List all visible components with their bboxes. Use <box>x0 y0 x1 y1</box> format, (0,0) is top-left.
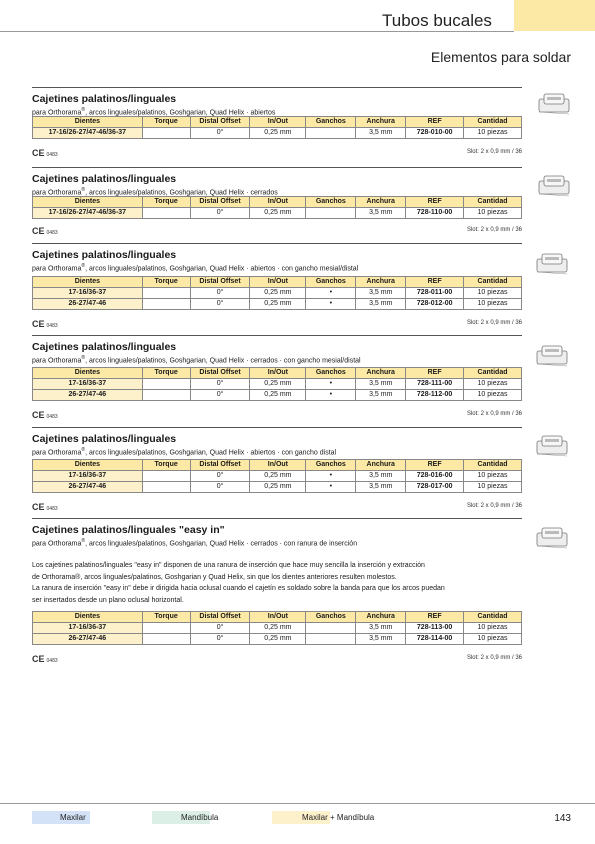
cell-cantidad: 10 piezas <box>464 471 522 482</box>
product-image <box>534 524 570 554</box>
cell-distal-offset: 0° <box>190 471 250 482</box>
slot-spec: Slot: 2 x 0,9 mm / 36 <box>466 149 522 155</box>
column-header-anchura: Anchura <box>356 117 406 128</box>
cell-ref: 728-010-00 <box>406 128 464 139</box>
column-header-in-out: In/Out <box>250 117 306 128</box>
cell-in-out: 0,25 mm <box>250 482 306 493</box>
section-title: Cajetines palatinos/linguales <box>32 173 177 185</box>
cell-anchura: 3,5 mm <box>356 471 406 482</box>
cell-dientes: 26-27/47-46 <box>33 390 143 401</box>
cell-cantidad: 10 piezas <box>464 379 522 390</box>
cell-dientes: 17-16/26-27/47-46/36-37 <box>33 208 143 219</box>
column-header-anchura: Anchura <box>356 460 406 471</box>
column-header-dientes: Dientes <box>33 368 143 379</box>
cell-in-out: 0,25 mm <box>250 288 306 299</box>
section-title: Cajetines palatinos/linguales <box>32 341 177 353</box>
cell-in-out: 0,25 mm <box>250 390 306 401</box>
product-image <box>534 342 570 372</box>
column-header-dientes: Dientes <box>33 117 143 128</box>
table-row <box>33 299 522 310</box>
section-rule <box>32 335 522 336</box>
cell-distal-offset: 0° <box>190 379 250 390</box>
cell-dientes: 17-16/26-27/47-46/36-37 <box>33 128 143 139</box>
cell-distal-offset: 0° <box>190 623 250 634</box>
cell-in-out: 0,25 mm <box>250 299 306 310</box>
column-header-distal-offset: Distal Offset <box>190 277 250 288</box>
section-rule <box>32 427 522 428</box>
section-description: para Orthorama®, arcos linguales/palatinos, Goshgarian, Quad Helix · abiertos <box>32 107 276 117</box>
cell-distal-offset: 0° <box>190 634 250 645</box>
table-header-row <box>33 612 522 623</box>
cell-ganchos: • <box>306 288 356 299</box>
column-header-distal-offset: Distal Offset <box>190 368 250 379</box>
slot-spec: Slot: 2 x 0,9 mm / 36 <box>466 655 522 661</box>
cell-anchura: 3,5 mm <box>356 128 406 139</box>
column-header-cantidad: Cantidad <box>464 460 522 471</box>
column-header-torque: Torque <box>142 117 190 128</box>
cell-in-out: 0,25 mm <box>250 623 306 634</box>
column-header-ganchos: Ganchos <box>306 368 356 379</box>
column-header-ganchos: Ganchos <box>306 612 356 623</box>
ce-mark: CE 0483 <box>32 319 58 329</box>
cell-dientes: 17-16/36-37 <box>33 288 143 299</box>
cell-ganchos: • <box>306 482 356 493</box>
cell-ref: 728-012-00 <box>406 299 464 310</box>
cell-anchura: 3,5 mm <box>356 379 406 390</box>
cell-in-out: 0,25 mm <box>250 128 306 139</box>
cell-distal-offset: 0° <box>190 288 250 299</box>
ce-mark: CE 0483 <box>32 654 58 664</box>
page-title: Tubos bucales <box>382 11 492 30</box>
cell-torque <box>142 471 190 482</box>
cell-ref: 728-112-00 <box>406 390 464 401</box>
cell-torque <box>142 288 190 299</box>
cell-torque <box>142 128 190 139</box>
column-header-dientes: Dientes <box>33 197 143 208</box>
slot-spec: Slot: 2 x 0,9 mm / 36 <box>466 227 522 233</box>
column-header-cantidad: Cantidad <box>464 612 522 623</box>
legend-label-maxilar-mandibula: Maxilar + Mandíbula <box>302 813 375 822</box>
section-rule <box>32 518 522 519</box>
column-header-ganchos: Ganchos <box>306 117 356 128</box>
cell-ref: 728-110-00 <box>406 208 464 219</box>
column-header-cantidad: Cantidad <box>464 277 522 288</box>
cell-anchura: 3,5 mm <box>356 482 406 493</box>
section-paragraph: Los cajetines palatinos/linguales "easy in" disponen de una ranura de inserción que hace muy sencilla la inserción y extracción de Orthorama®, arcos linguales/palatinos, Goshgarian y Quad Helix, sin que los dientes anteriores resulten molestos. La ranura de inserción "easy in" debe ir dirigida hacia oclusal cuando el cajetín es soldado sobre la banda para que los arcos puedan ser insertados desde un plano oclusal horizontal. <box>32 562 445 604</box>
cell-cantidad: 10 piezas <box>464 208 522 219</box>
column-header-cantidad: Cantidad <box>464 197 522 208</box>
product-table <box>32 196 522 219</box>
cell-in-out: 0,25 mm <box>250 379 306 390</box>
section-description: para Orthorama®, arcos linguales/palatinos, Goshgarian, Quad Helix · abiertos · con gancho mesial/distal <box>32 263 359 273</box>
column-header-dientes: Dientes <box>33 277 143 288</box>
section-rule <box>32 243 522 244</box>
column-header-distal-offset: Distal Offset <box>190 117 250 128</box>
column-header-dientes: Dientes <box>33 612 143 623</box>
table-row <box>33 482 522 493</box>
cell-distal-offset: 0° <box>190 128 250 139</box>
ce-mark: CE 0483 <box>32 226 58 236</box>
column-header-anchura: Anchura <box>356 277 406 288</box>
table-header-row <box>33 277 522 288</box>
table-row <box>33 634 522 645</box>
column-header-cantidad: Cantidad <box>464 368 522 379</box>
cell-dientes: 26-27/47-46 <box>33 634 143 645</box>
table-header-row <box>33 460 522 471</box>
footer-rule <box>0 803 595 804</box>
column-header-torque: Torque <box>142 277 190 288</box>
cell-anchura: 3,5 mm <box>356 299 406 310</box>
cell-ref: 728-113-00 <box>406 623 464 634</box>
table-row <box>33 623 522 634</box>
cell-torque <box>142 299 190 310</box>
product-table <box>32 459 522 493</box>
table-row <box>33 379 522 390</box>
ce-mark: CE 0483 <box>32 502 58 512</box>
section-rule <box>32 167 522 168</box>
section-description: para Orthorama®, arcos linguales/palatinos, Goshgarian, Quad Helix · cerrados · con ranura de inserción <box>32 538 358 548</box>
page-subtitle: Elementos para soldar <box>430 49 571 65</box>
cell-distal-offset: 0° <box>190 299 250 310</box>
cell-dientes: 17-16/36-37 <box>33 471 143 482</box>
section-title: Cajetines palatinos/linguales <box>32 433 177 445</box>
cell-ganchos <box>306 128 356 139</box>
column-header-in-out: In/Out <box>250 197 306 208</box>
section-title: Cajetines palatinos/linguales <box>32 249 177 261</box>
cell-ganchos: • <box>306 379 356 390</box>
product-table <box>32 276 522 310</box>
column-header-in-out: In/Out <box>250 277 306 288</box>
column-header-anchura: Anchura <box>356 368 406 379</box>
cell-ref: 728-017-00 <box>406 482 464 493</box>
column-header-torque: Torque <box>142 612 190 623</box>
legend-label-maxilar: Maxilar <box>60 813 86 822</box>
column-header-anchura: Anchura <box>356 197 406 208</box>
column-header-ref: REF <box>406 368 464 379</box>
column-header-cantidad: Cantidad <box>464 117 522 128</box>
cell-cantidad: 10 piezas <box>464 482 522 493</box>
section-description: para Orthorama®, arcos linguales/palatinos, Goshgarian, Quad Helix · cerrados <box>32 187 278 197</box>
cell-distal-offset: 0° <box>190 208 250 219</box>
cell-torque <box>142 634 190 645</box>
product-table <box>32 611 522 645</box>
section-description: para Orthorama®, arcos linguales/palatinos, Goshgarian, Quad Helix · abiertos · con gancho distal <box>32 447 337 457</box>
table-header-row <box>33 197 522 208</box>
column-header-ganchos: Ganchos <box>306 197 356 208</box>
cell-ganchos: • <box>306 390 356 401</box>
column-header-ref: REF <box>406 197 464 208</box>
cell-cantidad: 10 piezas <box>464 623 522 634</box>
section-rule <box>32 87 522 88</box>
cell-distal-offset: 0° <box>190 482 250 493</box>
cell-torque <box>142 623 190 634</box>
column-header-torque: Torque <box>142 368 190 379</box>
slot-spec: Slot: 2 x 0,9 mm / 36 <box>466 320 522 326</box>
cell-dientes: 26-27/47-46 <box>33 482 143 493</box>
table-row <box>33 128 522 139</box>
cell-ganchos <box>306 208 356 219</box>
table-row <box>33 390 522 401</box>
cell-dientes: 17-16/36-37 <box>33 623 143 634</box>
cell-anchura: 3,5 mm <box>356 634 406 645</box>
cell-torque <box>142 482 190 493</box>
cell-dientes: 26-27/47-46 <box>33 299 143 310</box>
cell-ganchos <box>306 634 356 645</box>
product-image <box>536 90 572 120</box>
cell-anchura: 3,5 mm <box>356 390 406 401</box>
column-header-distal-offset: Distal Offset <box>190 197 250 208</box>
cell-torque <box>142 390 190 401</box>
cell-ganchos <box>306 623 356 634</box>
legend-label-mandibula: Mandíbula <box>181 813 219 822</box>
ce-mark: CE 0483 <box>32 148 58 158</box>
cell-in-out: 0,25 mm <box>250 634 306 645</box>
page-number: 143 <box>554 813 571 824</box>
cell-anchura: 3,5 mm <box>356 623 406 634</box>
cell-in-out: 0,25 mm <box>250 471 306 482</box>
cell-anchura: 3,5 mm <box>356 288 406 299</box>
product-table <box>32 367 522 401</box>
cell-in-out: 0,25 mm <box>250 208 306 219</box>
column-header-in-out: In/Out <box>250 460 306 471</box>
cell-cantidad: 10 piezas <box>464 299 522 310</box>
table-row <box>33 208 522 219</box>
cell-ref: 728-011-00 <box>406 288 464 299</box>
cell-torque <box>142 379 190 390</box>
column-header-in-out: In/Out <box>250 368 306 379</box>
column-header-anchura: Anchura <box>356 612 406 623</box>
table-row <box>33 471 522 482</box>
cell-ganchos: • <box>306 471 356 482</box>
table-header-row <box>33 368 522 379</box>
header-tab <box>514 0 595 31</box>
column-header-ganchos: Ganchos <box>306 460 356 471</box>
section-title: Cajetines palatinos/linguales "easy in" <box>32 524 225 536</box>
column-header-in-out: In/Out <box>250 612 306 623</box>
cell-torque <box>142 208 190 219</box>
cell-distal-offset: 0° <box>190 390 250 401</box>
column-header-ref: REF <box>406 460 464 471</box>
cell-ref: 728-114-00 <box>406 634 464 645</box>
product-image <box>536 172 572 202</box>
column-header-ref: REF <box>406 277 464 288</box>
cell-cantidad: 10 piezas <box>464 634 522 645</box>
cell-ganchos: • <box>306 299 356 310</box>
column-header-ref: REF <box>406 117 464 128</box>
cell-cantidad: 10 piezas <box>464 128 522 139</box>
column-header-distal-offset: Distal Offset <box>190 612 250 623</box>
column-header-torque: Torque <box>142 460 190 471</box>
product-table <box>32 116 522 139</box>
column-header-distal-offset: Distal Offset <box>190 460 250 471</box>
cell-cantidad: 10 piezas <box>464 390 522 401</box>
cell-ref: 728-016-00 <box>406 471 464 482</box>
column-header-torque: Torque <box>142 197 190 208</box>
table-row <box>33 288 522 299</box>
cell-dientes: 17-16/36-37 <box>33 379 143 390</box>
column-header-dientes: Dientes <box>33 460 143 471</box>
cell-cantidad: 10 piezas <box>464 288 522 299</box>
header-rule <box>0 31 514 32</box>
product-image <box>534 432 570 462</box>
ce-mark: CE 0483 <box>32 410 58 420</box>
cell-ref: 728-111-00 <box>406 379 464 390</box>
product-image <box>534 250 570 280</box>
section-description: para Orthorama®, arcos linguales/palatinos, Goshgarian, Quad Helix · cerrados · con gancho mesial/distal <box>32 355 361 365</box>
slot-spec: Slot: 2 x 0,9 mm / 36 <box>466 503 522 509</box>
slot-spec: Slot: 2 x 0,9 mm / 36 <box>466 411 522 417</box>
table-header-row <box>33 117 522 128</box>
column-header-ref: REF <box>406 612 464 623</box>
column-header-ganchos: Ganchos <box>306 277 356 288</box>
cell-anchura: 3,5 mm <box>356 208 406 219</box>
section-title: Cajetines palatinos/linguales <box>32 93 177 105</box>
